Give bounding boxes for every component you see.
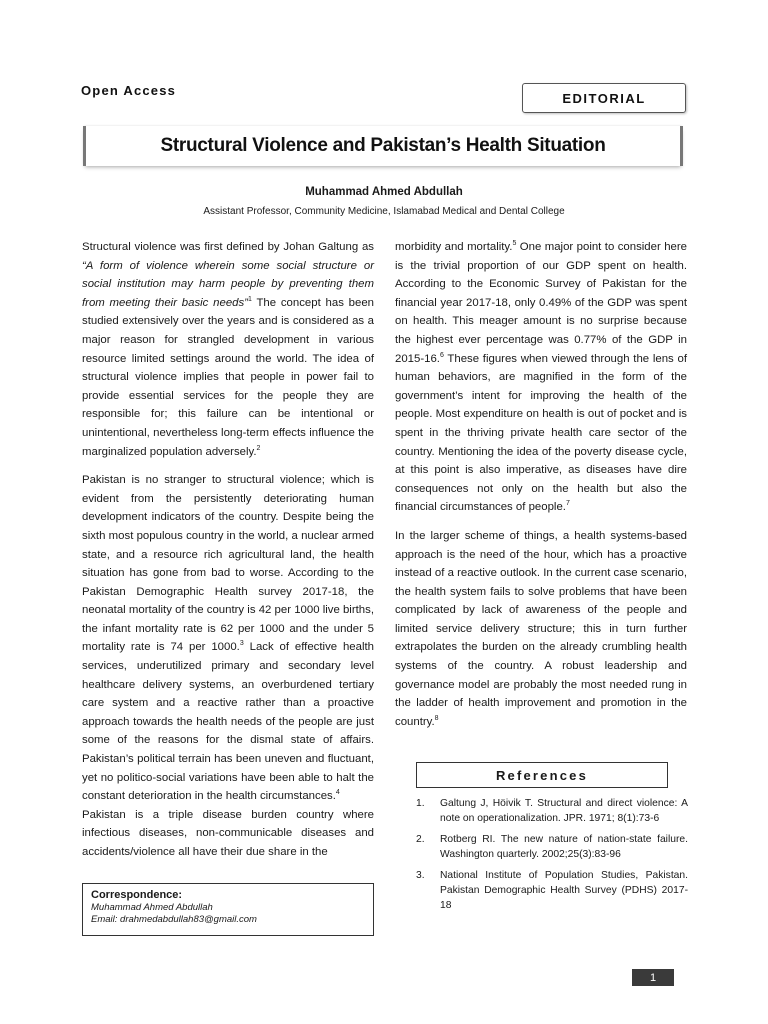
reference-item: [416, 832, 688, 862]
column-left: [82, 238, 374, 872]
citation-2: 2: [256, 444, 261, 452]
text-span: Pakistan is no stranger to structural violence; which is evident from the persistently deteriorating human development indicators of the country. Despite being the sixth most populous country in the world, a nuclear armed state, and a resource rich agricultural land, the health situation has gone from bad to worse. According to the Pakistan Demographic Health survey 2017-18, the neonatal mortality of the country is 42 per 1000 live births, the infant mortality rate is 62 per 1000 and the under 5 mortality rate is 74 per 1000.: [82, 474, 374, 654]
correspondence-email[interactable]: Email: drahmedabdullah83@gmail.com: [91, 914, 257, 925]
citation-8: 8: [434, 715, 439, 723]
paragraph-4: [395, 527, 687, 732]
author-affiliation: Assistant Professor, Community Medicine, Islamabad Medical and Dental College: [203, 206, 565, 217]
citation-1: 1: [247, 295, 252, 303]
reference-item: [416, 868, 688, 913]
text-span: morbidity and mortality.: [395, 241, 513, 253]
citation-3: 3: [239, 640, 244, 648]
reference-number: 1.: [416, 798, 425, 809]
citation-4: 4: [335, 789, 340, 797]
citation-7: 7: [565, 500, 570, 508]
correspondence-name: Muhammad Ahmed Abdullah: [91, 902, 213, 913]
reference-list: [416, 796, 688, 919]
paragraph-3-continued: [395, 238, 687, 517]
column-right: [395, 238, 687, 741]
text-span: In the larger scheme of things, a health systems-based approach is the need of the hour, which has a proactive instead of a reactive outlook. In the current case scenario, the health system fails to solve problems that have been complicated by lack of awareness of the people and limited service delivery structure; this in turn further extrapolates the burden on the already crumbling health systems of the country. A robust leadership and governance model are probably the most needed rung in the ladder of health improvement and promotion in the country.: [395, 529, 687, 728]
reference-text: Rotberg RI. The new nature of nation-state failure. Washington quarterly. 2002;25(3):83-96: [440, 834, 688, 860]
author-name: Muhammad Ahmed Abdullah: [305, 186, 463, 198]
reference-number: 2.: [416, 834, 425, 845]
reference-number: 3.: [416, 870, 425, 881]
editorial-badge: EDITORIAL: [522, 83, 686, 113]
text-span: Lack of effective health services, underutilized primary and secondary level healthcare delivery systems, an overburdened tertiary care system and a reactive rather than a proactive approach towards the health needs of the people are just some of the reasons for the dismal state of affairs. Pakistan’s political terrain has been uneven and fluctuant, yet no politico-social variations have been able to halt the constant deterioration in the health circumstances.: [82, 641, 375, 803]
citation-5: 5: [512, 240, 517, 248]
paragraph-2: [82, 471, 374, 806]
text-span: One major point to consider here is the trivial proportion of our GDP spent on health. According to the Economic Survey of Pakistan for the financial year 2017-18, only 0.49% of the GDP was spent on health. This meager amount is no surprise because the highest ever percentage was 0.77% of the GDP in 2015-16.: [395, 241, 687, 365]
reference-item: [416, 796, 688, 826]
correspondence-box: [82, 883, 374, 936]
paragraph-1: [82, 238, 374, 461]
paragraph-3: Pakistan is a triple disease burden country where infectious diseases, non-communicable diseases and accidents/violence all have their due share in the: [82, 808, 374, 858]
text-span: The concept has been studied extensively over the years and is considered as a major reason for strangled development in various resource limited settings around the world. The idea of structural violence implies that people in power fail to provide essential services for the people they are responsible for; this failure can be intentional or unintentional, nevertheless long-term effects influence the marginalized population adversely.: [82, 296, 375, 458]
reference-text: Galtung J, Höivik T. Structural and direct violence: A note on operationalization. JPR. 1971; 8(1):73-6: [440, 798, 688, 824]
page-number: 1: [632, 969, 674, 986]
correspondence-title: Correspondence:: [91, 889, 183, 901]
galtung-quote: “A form of violence wherein some social structure or social institution may harm people by preventing them from meeting their basic needs”: [82, 259, 374, 309]
references-heading: References: [416, 762, 668, 788]
reference-text: National Institute of Population Studies, Pakistan. Pakistan Demographic Health Survey (PDHS) 2017-18: [440, 870, 688, 911]
text-span: Structural violence was first defined by Johan Galtung as: [82, 241, 374, 253]
article-title: Structural Violence and Pakistan’s Health Situation: [160, 135, 606, 156]
citation-6: 6: [439, 351, 444, 359]
title-banner: [83, 126, 683, 166]
text-span: These figures when viewed through the lens of human behaviors, are magnified in the form of the government’s intent for improving the health of the people. Most expenditure on health is out of pocket and is spent in the thriving private health care sector of the country. Mentioning the idea of the poverty disease cycle, at this point is also imperative, as diseases have dire consequences not only on the health but also the financial circumstances of people.: [395, 352, 687, 514]
open-access-label: Open Access: [81, 83, 177, 98]
